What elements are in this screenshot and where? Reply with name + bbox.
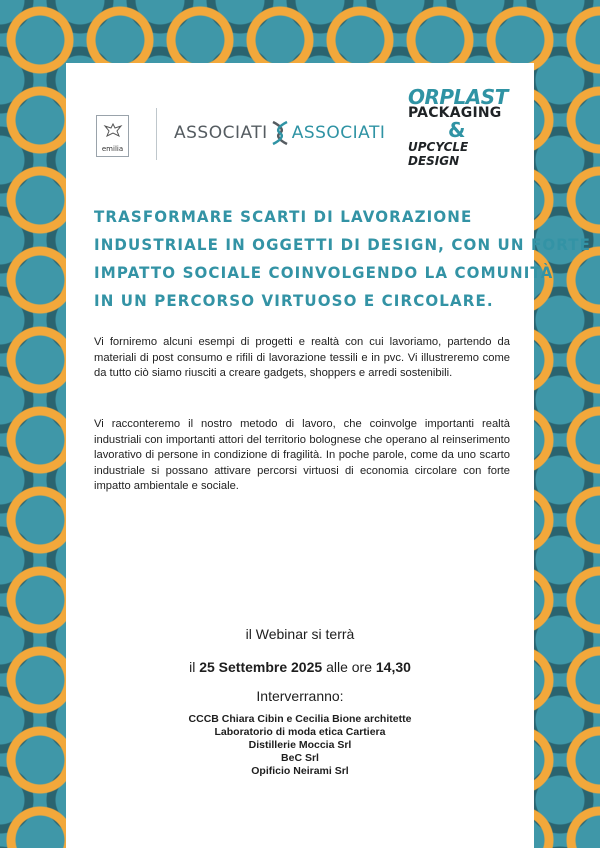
associati-right-text: ASSOCIATI xyxy=(291,123,386,143)
speakers-list xyxy=(66,713,534,778)
date-day: 25 Settembre 2025 xyxy=(199,659,323,675)
associati-logo xyxy=(174,119,385,147)
speaker-item: Opificio Neirami Srl xyxy=(251,765,349,777)
intro-paragraph: Vi forniremo alcuni esempi di progetti e realtà con cui lavoriamo, partendo da materiali di post consumo e rifili di lavorazione tessili e in pvc. Vi illustreremo come da tutto ciò siamo riusciti a creare gadgets, shoppers e arredi sostenibili. xyxy=(94,336,510,379)
logo-divider xyxy=(156,108,157,160)
ampersand-text: & xyxy=(448,118,466,142)
orplast-logo xyxy=(408,85,512,168)
headline-line: INDUSTRIALE IN OGGETTI DI DESIGN, CON UN FORTE xyxy=(94,235,592,254)
eagle-icon xyxy=(103,123,123,137)
packaging-text: PACKAGING xyxy=(408,105,502,121)
headline-line: IMPATTO SOCIALE COINVOLGENDO LA COMUNITÀ xyxy=(94,263,554,282)
speaker-item: Distillerie Moccia Srl xyxy=(248,739,352,751)
speaker-item: CCCB Chiara Cibin e Cecilia Bione architette xyxy=(188,713,412,725)
flyer-card xyxy=(66,63,592,848)
event-date xyxy=(66,659,534,675)
webinar-label: il Webinar si terrà xyxy=(245,626,355,642)
knot-icon xyxy=(269,119,291,147)
orplast-text: ORPLAST xyxy=(408,85,508,109)
associati-left-text: ASSOCIATI xyxy=(174,123,268,143)
speakers-title: Interverranno: xyxy=(256,688,344,704)
headline-line: IN UN PERCORSO VIRTUOSO E CIRCOLARE. xyxy=(94,291,494,310)
speaker-item: Laboratorio di moda etica Cartiera xyxy=(214,726,386,738)
date-prefix: il xyxy=(189,659,196,675)
headline-line: TRASFORMARE SCARTI DI LAVORAZIONE xyxy=(94,207,473,226)
headline xyxy=(94,203,592,315)
date-time: 14,30 xyxy=(375,659,411,675)
upcycle-design-text: UPCYCLE DESIGN xyxy=(408,140,469,168)
method-paragraph: Vi racconteremo il nostro metodo di lavoro, che coinvolge importanti realtà industriali con importanti attori del territorio bolognese che operano al reinserimento lavorativo di persone in condizione di fragilità. In poche parole, come da uno scarto industriale si possano attivare percorsi virtuosi di economia circolare con forte impatto ambientale e sociale. xyxy=(94,418,510,492)
date-middle: alle ore xyxy=(326,659,372,675)
speaker-item: BeC Srl xyxy=(281,752,319,764)
confindustria-logo xyxy=(96,115,129,157)
confindustria-sub-label: emilia xyxy=(101,145,124,153)
